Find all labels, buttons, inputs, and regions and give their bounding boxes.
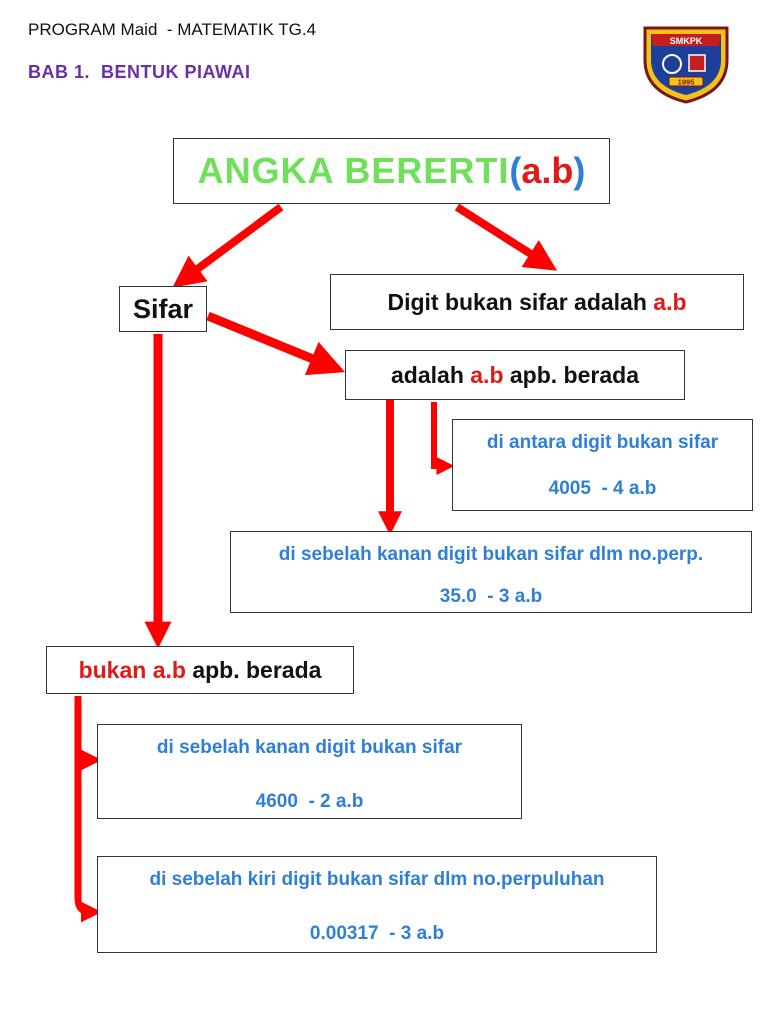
crest-top-text: SMKPK xyxy=(669,36,703,46)
adalah-pre: adalah xyxy=(391,361,471,388)
arrow-bukan-to-kanan xyxy=(78,696,92,760)
title-main-text: ANGKA BERERTI xyxy=(197,150,510,191)
title-open-paren: ( xyxy=(509,150,522,191)
kiri-box xyxy=(97,856,657,953)
chapter-title: BAB 1. BENTUK PIAWAI xyxy=(28,62,251,82)
arrow-adalah-to-antara xyxy=(434,402,446,466)
kanan-line2: 4600 - 2 a.b xyxy=(255,791,364,812)
digit-bukan-sifar-ab: a.b xyxy=(653,288,687,315)
title-close-paren: ) xyxy=(573,150,586,191)
antara-box xyxy=(452,419,753,511)
title-box xyxy=(173,138,610,204)
kanan-perp-line1: di sebelah kanan digit bukan sifar dlm no.perp. xyxy=(278,544,704,565)
arrow-bukan-to-kiri xyxy=(78,760,92,912)
sifar-box xyxy=(119,286,207,332)
digit-bukan-sifar-box xyxy=(330,274,744,330)
sifar-label: Sifar xyxy=(132,293,194,324)
kanan-perp-box xyxy=(230,531,752,613)
antara-line2: 4005 - 4 a.b xyxy=(548,478,657,499)
adalah-ab: a.b xyxy=(470,361,504,388)
digit-bukan-sifar-text: Digit bukan sifar adalah xyxy=(387,288,654,315)
program-title: PROGRAM Maid - MATEMATIK TG.4 xyxy=(28,20,317,39)
arrow-sifar-to-adalah xyxy=(208,316,330,366)
arrow-title-to-sifar xyxy=(184,207,281,279)
kiri-line1: di sebelah kiri digit bukan sifar dlm no.perpuluhan xyxy=(149,869,605,890)
antara-line1: di antara digit bukan sifar xyxy=(486,432,719,453)
kanan-perp-line2: 35.0 - 3 a.b xyxy=(439,586,543,607)
bukan-pre: bukan a.b xyxy=(78,656,186,683)
crest-year: 1995 xyxy=(677,77,695,87)
bukan-box xyxy=(46,646,354,694)
kanan-box xyxy=(97,724,522,819)
bukan-post: apb. berada xyxy=(185,656,322,683)
arrow-title-to-digit xyxy=(457,207,545,263)
kiri-line2: 0.00317 - 3 a.b xyxy=(309,923,445,944)
title-ab-text: a.b xyxy=(521,150,574,191)
kanan-line1: di sebelah kanan digit bukan sifar xyxy=(156,737,463,758)
adalah-box xyxy=(345,350,685,400)
adalah-post: apb. berada xyxy=(503,361,639,388)
